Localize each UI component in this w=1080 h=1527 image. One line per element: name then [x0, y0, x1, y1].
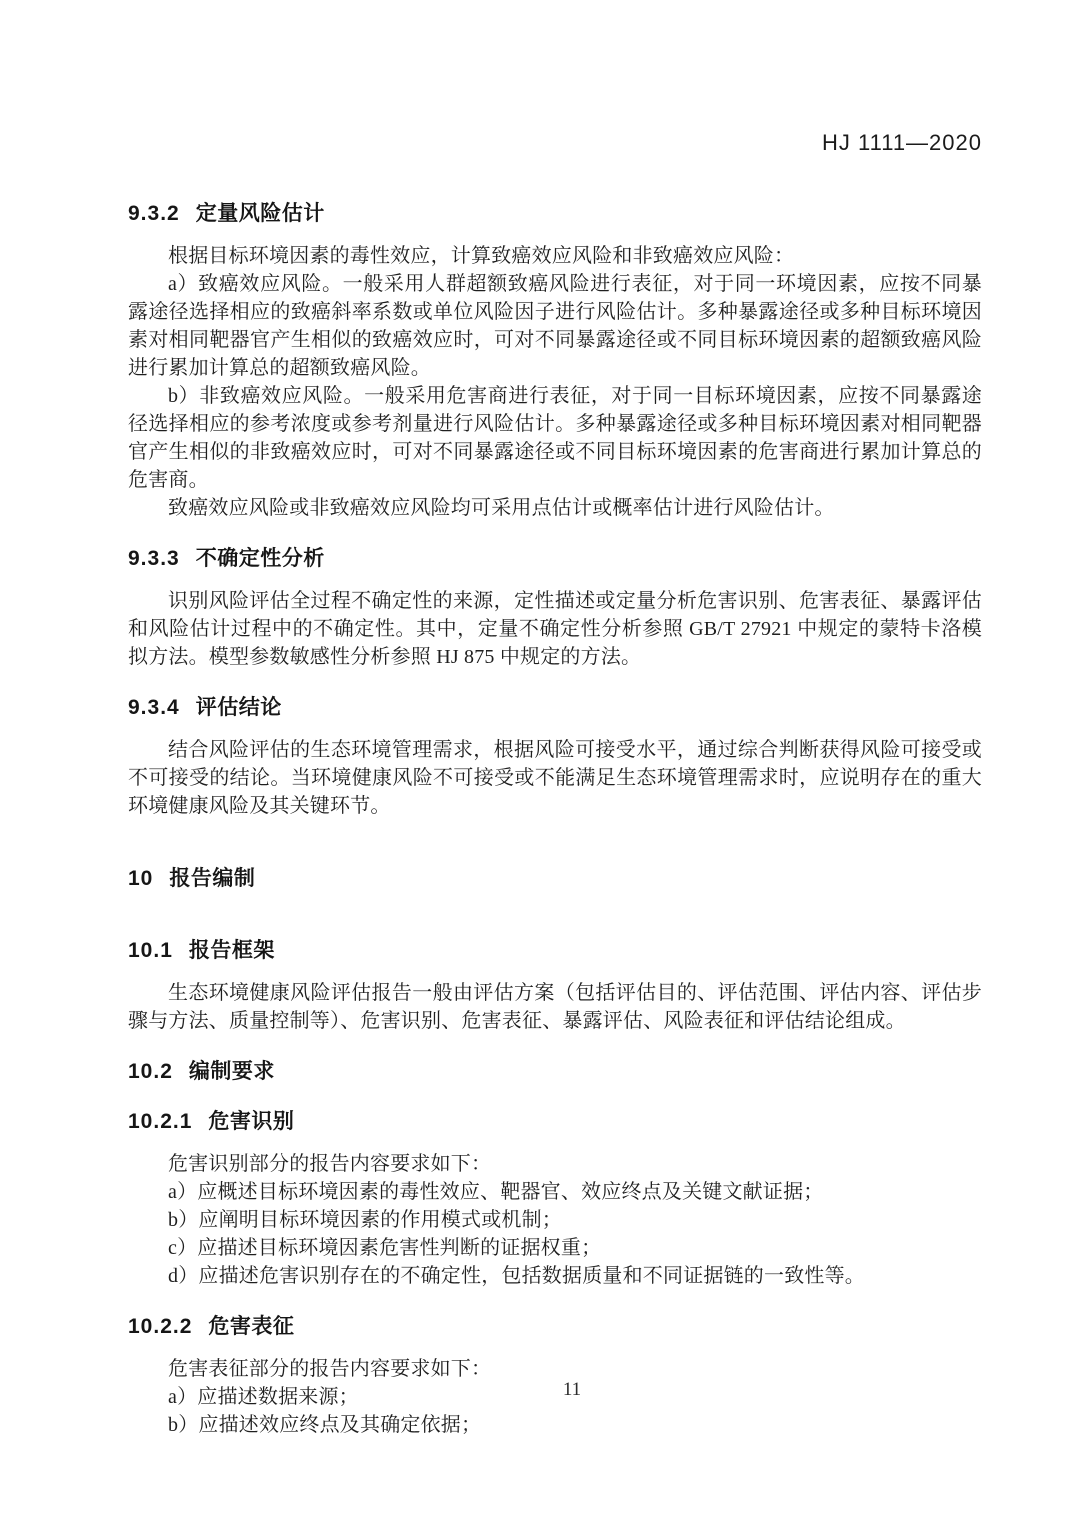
section-title: 定量风险估计: [195, 202, 325, 225]
paragraph: 根据目标环境因素的毒性效应，计算致癌效应风险和非致癌效应风险：: [168, 245, 795, 267]
doc-number: HJ 1111—2020: [822, 130, 982, 155]
section-number: 9.3.3: [128, 547, 180, 570]
section-number: 9.3.4: [128, 696, 180, 719]
section-title: 危害表征: [208, 1315, 295, 1338]
chapter-10: [128, 866, 982, 892]
section-heading-10-2-2: [128, 1314, 982, 1340]
paragraph: 结合风险评估的生态环境管理需求，根据风险可接受水平，通过综合判断获得风险可接受或不可接受的结论。当环境健康风险不可接受或不能满足生态环境管理需求时，应说明存在的重大环境健康风险及其关键环节。: [128, 739, 982, 817]
section-heading-9-3-4: [128, 695, 982, 721]
section-10-1: [128, 938, 982, 1035]
section-heading-9-3-2: [128, 201, 982, 227]
list-item-d: d）应描述危害识别存在的不确定性，包括数据质量和不同证据链的一致性等。: [168, 1265, 865, 1287]
page-footer: [563, 1379, 581, 1401]
list-item-b: b）应描述效应终点及其确定依据；: [168, 1414, 482, 1436]
chapter-heading-10: [128, 866, 982, 892]
section-heading-10-1: [128, 938, 982, 964]
chapter-title: 报告编制: [169, 867, 256, 890]
section-title: 不确定性分析: [195, 547, 325, 570]
paragraph-item-b: b）非致癌效应风险。一般采用危害商进行表征，对于同一目标环境因素，应按不同暴露途径选择相应的参考浓度或参考剂量进行风险估计。多种暴露途径或多种目标环境因素对相同靶器官产生相似的非致癌效应时，可对不同暴露途径或不同目标环境因素的危害商进行累加计算总的危害商。: [128, 385, 982, 491]
list-item-a: a）应描述数据来源；: [168, 1386, 359, 1408]
section-heading-10-2: [128, 1059, 982, 1085]
section-number: 10.2.1: [128, 1110, 193, 1133]
section-9-3-2: [128, 201, 982, 522]
page-number: 11: [562, 1379, 582, 1400]
section-heading-9-3-3: [128, 546, 982, 572]
section-number: 10.2.2: [128, 1315, 193, 1338]
paragraph: 危害表征部分的报告内容要求如下：: [168, 1358, 492, 1380]
section-number: 9.3.2: [128, 202, 180, 225]
section-title: 危害识别: [208, 1110, 295, 1133]
section-title: 报告框架: [188, 939, 275, 962]
section-heading-10-2-1: [128, 1109, 982, 1135]
paragraph-item-a: a）致癌效应风险。一般采用人群超额致癌风险进行表征，对于同一环境因素，应按不同暴露途径选择相应的致癌斜率系数或单位风险因子进行风险估计。多种暴露途径或多种目标环境因素对相同靶器官产生相似的致癌效应时，可对不同暴露途径或不同目标环境因素的超额致癌风险进行累加计算总的超额致癌风险。: [128, 273, 982, 379]
section-title: 评估结论: [195, 696, 282, 719]
list-item-a: a）应概述目标环境因素的毒性效应、靶器官、效应终点及关键文献证据；: [168, 1181, 824, 1203]
page-header: [128, 130, 982, 156]
section-10-2-1: [128, 1109, 982, 1290]
paragraph: 识别风险评估全过程不确定性的来源，定性描述或定量分析危害识别、危害表征、暴露评估和风险估计过程中的不确定性。其中，定量不确定性分析参照 GB/T 27921 中规定的蒙特卡洛模拟方法。模型参数敏感性分析参照 HJ 875 中规定的方法。: [128, 590, 982, 668]
section-10-2: [128, 1059, 982, 1085]
section-number: 10.1: [128, 939, 173, 962]
chapter-number: 10: [128, 867, 154, 890]
section-number: 10.2: [128, 1060, 173, 1083]
paragraph: 危害识别部分的报告内容要求如下：: [168, 1153, 492, 1175]
list-item-b: b）应阐明目标环境因素的作用模式或机制；: [168, 1209, 562, 1231]
section-title: 编制要求: [188, 1060, 275, 1083]
paragraph: 生态环境健康风险评估报告一般由评估方案（包括评估目的、评估范围、评估内容、评估步骤与方法、质量控制等）、危害识别、危害表征、暴露评估、风险表征和评估结论组成。: [128, 982, 982, 1032]
section-9-3-3: [128, 546, 982, 671]
paragraph: 致癌效应风险或非致癌效应风险均可采用点估计或概率估计进行风险估计。: [168, 497, 835, 519]
list-item-c: c）应描述目标环境因素危害性判断的证据权重；: [168, 1237, 602, 1259]
section-10-2-2: [128, 1314, 982, 1439]
section-9-3-4: [128, 695, 982, 820]
